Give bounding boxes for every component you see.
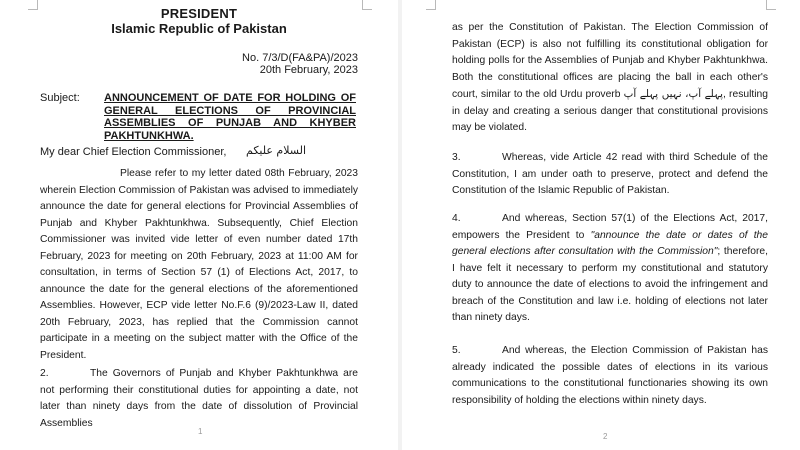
paragraph-4-number: 4.: [452, 213, 461, 224]
reference-number: No. 7/3/D(FA&PA)/2023: [242, 52, 358, 64]
urdu-proverb: پہلے آپ، نہیں پہلے آپ: [623, 88, 723, 100]
reference-date: 20th February, 2023: [259, 64, 358, 76]
crop-mark: [426, 0, 436, 10]
crop-mark: [766, 0, 776, 10]
paragraph-3-number: 3.: [452, 152, 461, 163]
subject-label: Subject:: [40, 92, 80, 104]
page-number: 2: [603, 432, 608, 441]
paragraph-5-number: 5.: [452, 345, 461, 356]
paragraph-1-text: Please refer to my letter dated 08th February, 2023 wherein Election Commission of Pakistan was advised to immediately announce the date for general elections for Provincial Assemblies of Punjab and Khyber Pakhtunkhwa. Subsequently, Chief Election Commissioner was invited vide letter of even number dated 17th February, 2023 for meeting on 20th February, 2023 at 11:00 AM for consultation, in terms of Section 57 (1) of Elections Act, 2017, to announce the date for the general elections of the aforementioned Assemblies. However, ECP vide letter No.F.6 (9)/2023-Law II, dated 20th February, 2023, has replied that the Commission cannot participate in a meeting on the subject matter with the Office of the President.: [40, 168, 358, 361]
paragraph-3: [452, 150, 768, 200]
subject-text: ANNOUNCEMENT OF DATE FOR HOLDING OF GENERAL ELECTIONS OF PROVINCIAL ASSEMBLIES OF PUNJAB AND KHYBER PAKHTUNKHWA.: [104, 92, 356, 142]
header-subtitle: Islamic Republic of Pakistan: [111, 21, 287, 36]
paragraph-4-quote: "announce the date or dates of the general elections after consultation with the Commission": [452, 229, 769, 257]
page-number: 1: [198, 427, 203, 436]
paragraph-5: [452, 343, 768, 409]
paragraph-2: [40, 366, 358, 432]
salutation: My dear Chief Election Commissioner,: [40, 146, 227, 158]
paragraph-2-text: The Governors of Punjab and Khyber Pakhtunkhwa are not performing their constitutional duties for appointing a date, not later than ninety days from the date of dissolution of Provincial Assemblies: [40, 368, 358, 429]
paragraph-2-continued: [452, 20, 768, 137]
paragraph-4-text-end: ; therefore, I have felt it necessary to perform my constitutional and statutory duty to announce the date of elections to avoid the infringement and breach of the Constitution and law i.e. holding of elections not later than ninety days.: [452, 246, 768, 323]
paragraph-5-text: And whereas, the Election Commission of Pakistan has already indicated the possible dates of elections in its various communications to the constitutional functionaries showing its own responsibility of holding the elections within ninety days.: [452, 345, 768, 406]
paragraph-4-text: And whereas, Section 57(1) of the Elections Act, 2017, empowers the President to: [452, 213, 768, 241]
paragraph-4: [452, 211, 768, 327]
paragraph-2-number: 2.: [40, 368, 49, 379]
paragraph-2-continued-end: , resulting in delay and creating a serious danger that constitutional provisions may be violated.: [452, 89, 768, 133]
letter-page-1: [0, 0, 398, 450]
paragraph-2-continued-text: as per the Constitution of Pakistan. The Election Commission of Pakistan (ECP) is also not fulfilling its constitutional obligation for holding polls for the Assemblies of Punjab and Khyber Pakhtunkhwa. Both the constitutional offices are placing the ball in each other's court, similar to the old Urdu proverb: [452, 22, 768, 100]
paragraph-1: [40, 166, 358, 364]
salutation-urdu: السلام علیکم: [246, 144, 307, 157]
paragraph-3-text: Whereas, vide Article 42 read with third Schedule of the Constitution, I am under oath to preserve, protect and defend the Constitution of the Islamic Republic of Pakistan.: [452, 152, 768, 196]
header-title: PRESIDENT: [160, 6, 238, 21]
